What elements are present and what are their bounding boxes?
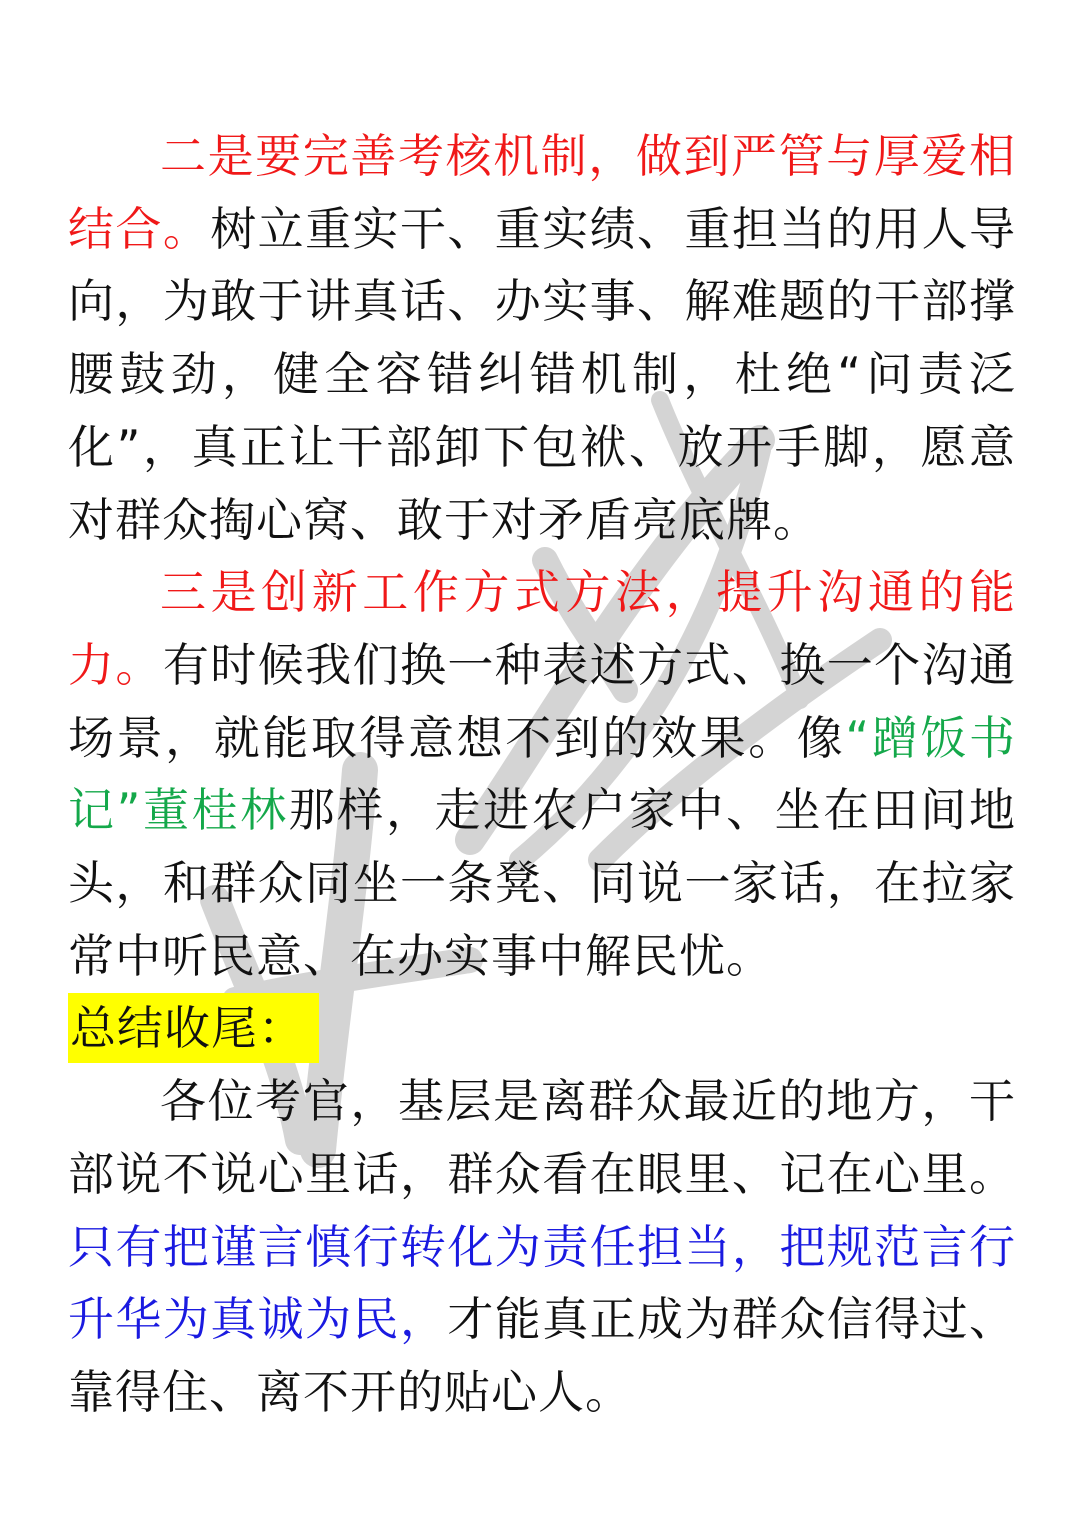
paragraph-assessment <box>68 120 1016 556</box>
document-body <box>68 120 1016 1429</box>
summary-label: 总结收尾： <box>68 993 319 1063</box>
paragraph-text: 有时候我们换一种表述方式、换一个沟通场景，就能取得意想不到的效果。像 <box>68 637 1017 765</box>
emphasis-text: 只有把谨言慎行转化为责任担当，把规范言行升华为真诚为民， <box>68 1219 1016 1347</box>
paragraph-text: 树立重实干、重实绩、重担当的用人导向，为敢于讲真话、办实事、解难题的干部撑腰鼓劲，健全容错纠错机制，杜绝“问责泛化”，真正让干部卸下包袱、放开手脚，愿意对群众掏心窝、敢于对矛盾亮底牌。 <box>68 201 1017 547</box>
paragraph-heading: 二是要完善考核机制，做到严管与厚爱相结合。 <box>68 129 1016 256</box>
paragraph-heading: 三是创新工作方式方法，提升沟通的能力。 <box>68 565 1016 692</box>
summary-label-line <box>68 992 1016 1065</box>
paragraph-communication <box>68 556 1016 992</box>
highlighted-example: “蹭饭书记”董桂林 <box>68 710 1016 838</box>
paragraph-text: 各位考官，基层是离群众最近的地方，干部说不说心里话，群众看在眼里、记在心里。 <box>68 1074 1016 1201</box>
paragraph-text: 才能真正成为群众信得过、靠得住、离不开的贴心人。 <box>68 1292 1017 1419</box>
paragraph-text: 那样，走进农户家中、坐在田间地头，和群众同坐一条凳、同说一家话，在拉家常中听民意、在办实事中解民忧。 <box>68 783 1017 983</box>
paragraph-summary <box>68 1065 1016 1429</box>
